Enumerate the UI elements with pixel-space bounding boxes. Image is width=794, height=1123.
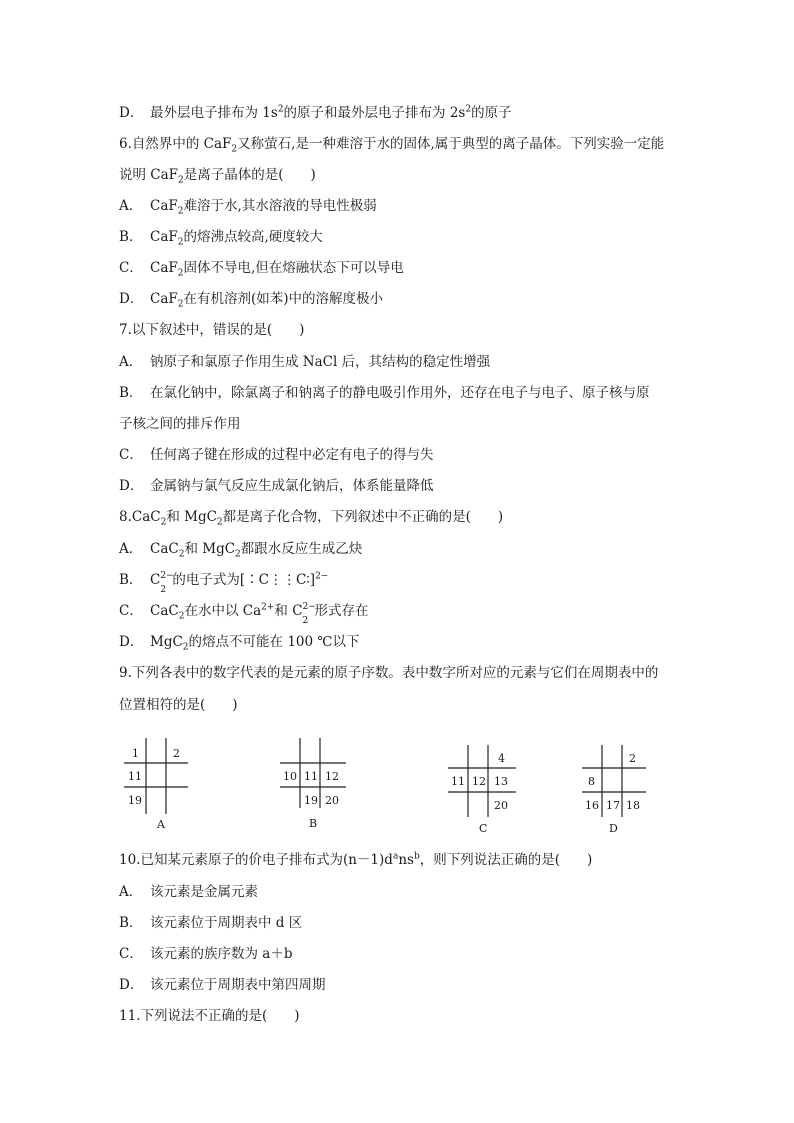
q7-option-c: C． 任何离子键在形成的过程中必定有电子的得与失 bbox=[119, 447, 434, 463]
table-a-cell: 19 bbox=[128, 794, 142, 807]
q6-option-b: B． CaF$_2$的熔沸点较高,硬度较大 bbox=[119, 229, 323, 248]
table-a bbox=[122, 738, 202, 818]
q10-option-b: B． 该元素位于周期表中 d 区 bbox=[119, 915, 303, 931]
table-d-cell: 16 bbox=[585, 799, 599, 812]
table-b-cell: 19 bbox=[304, 794, 318, 807]
table-d bbox=[580, 745, 660, 825]
q7-stem: 7.以下叙述中，错误的是( ) bbox=[119, 322, 305, 338]
table-c-cell: 4 bbox=[498, 752, 505, 765]
table-b-cell: 12 bbox=[325, 770, 339, 783]
q5-option-d bbox=[119, 103, 512, 123]
table-c bbox=[446, 745, 526, 825]
table-a-cell: 2 bbox=[173, 747, 180, 760]
q8-stem: 8.CaC$_2$和 MgC$_2$都是离子化合物，下列叙述中不正确的是( ) bbox=[119, 509, 504, 528]
q7-option-a: A． 钠原子和氯原子作用生成 NaCl 后，其结构的稳定性增强 bbox=[119, 354, 491, 370]
q10-option-a: A． 该元素是金属元素 bbox=[119, 884, 258, 900]
table-d-label: D bbox=[609, 822, 618, 835]
q9-stem-line1: 9.下列各表中的数字代表的是元素的原子序数。表中数字所对应的元素与它们在周期表中的 bbox=[119, 665, 659, 681]
q6-stem-line2: 说明 CaF$_2$是离子晶体的是( ) bbox=[119, 167, 316, 186]
table-a-label: A bbox=[157, 818, 165, 831]
q7-option-d: D． 金属钠与氯气反应生成氯化钠后，体系能量降低 bbox=[119, 478, 434, 494]
q7-option-b: B． 在氯化钠中，除氯离子和钠离子的静电吸引作用外，还存在电子与电子、原子核与原 bbox=[119, 385, 650, 401]
q6-option-d: D． CaF$_2$在有机溶剂(如苯)中的溶解度极小 bbox=[119, 291, 384, 310]
q10-option-d: D． 该元素位于周期表中第四周期 bbox=[119, 977, 326, 993]
table-c-cell: 12 bbox=[472, 775, 486, 788]
table-d-cell: 2 bbox=[629, 752, 636, 765]
table-a-cell: 11 bbox=[128, 770, 142, 783]
q8-option-d: D． MgC$_2$的熔点不可能在 100 ℃以下 bbox=[119, 634, 360, 653]
q11-stem: 11.下列说法不正确的是( ) bbox=[119, 1008, 300, 1024]
table-c-cell: 13 bbox=[494, 775, 508, 788]
table-c-cell: 20 bbox=[494, 799, 508, 812]
q10-option-c: C． 该元素的族序数为 a＋b bbox=[119, 946, 293, 962]
q6-stem-line1: 6.自然界中的 CaF$_2$又称萤石,是一种难溶于水的固体,属于典型的离子晶体。下列实验一定能 bbox=[119, 136, 665, 155]
q7-option-b-continued: 子核之间的排斥作用 bbox=[119, 416, 241, 432]
table-c-label: C bbox=[479, 822, 488, 835]
option-label: D． bbox=[119, 105, 144, 121]
q8-option-a: A． CaC$_2$和 MgC$_2$都跟水反应生成乙炔 bbox=[119, 541, 363, 560]
table-b-cell: 10 bbox=[283, 770, 297, 783]
q6-option-c: C． CaF$_2$固体不导电,但在熔融状态下可以导电 bbox=[119, 260, 404, 279]
table-b-cell: 11 bbox=[304, 770, 318, 783]
table-a-cell: 1 bbox=[132, 747, 139, 760]
q8-option-c: C． CaC$_2$在水中以 $Ca^{2+}$和 C 2− 2 形式存在 bbox=[119, 602, 369, 626]
q8-option-b: B． C 2− 2 的电子式为[∶C⋮⋮C∶]$^{2-}$ bbox=[119, 571, 329, 595]
table-d-cell: 17 bbox=[606, 799, 620, 812]
table-d-cell: 8 bbox=[588, 775, 595, 788]
table-b-cell: 20 bbox=[325, 794, 339, 807]
q6-option-a: A． CaF$_2$难溶于水,其水溶液的导电性极弱 bbox=[119, 198, 377, 217]
table-b bbox=[278, 738, 368, 818]
table-b-label: B bbox=[309, 817, 318, 830]
table-c-cell: 11 bbox=[451, 775, 465, 788]
q10-stem: 10.已知某元素原子的价电子排布式为$(n-1)d^ans^b$，则下列说法正确的是( ) bbox=[119, 851, 593, 868]
q9-stem-line2: 位置相符的是( ) bbox=[119, 697, 238, 713]
option-text: 最外层电子排布为 $1s^2$的原子和最外层电子排布为 $2s^2$的原子 bbox=[150, 104, 512, 121]
table-d-cell: 18 bbox=[626, 799, 640, 812]
